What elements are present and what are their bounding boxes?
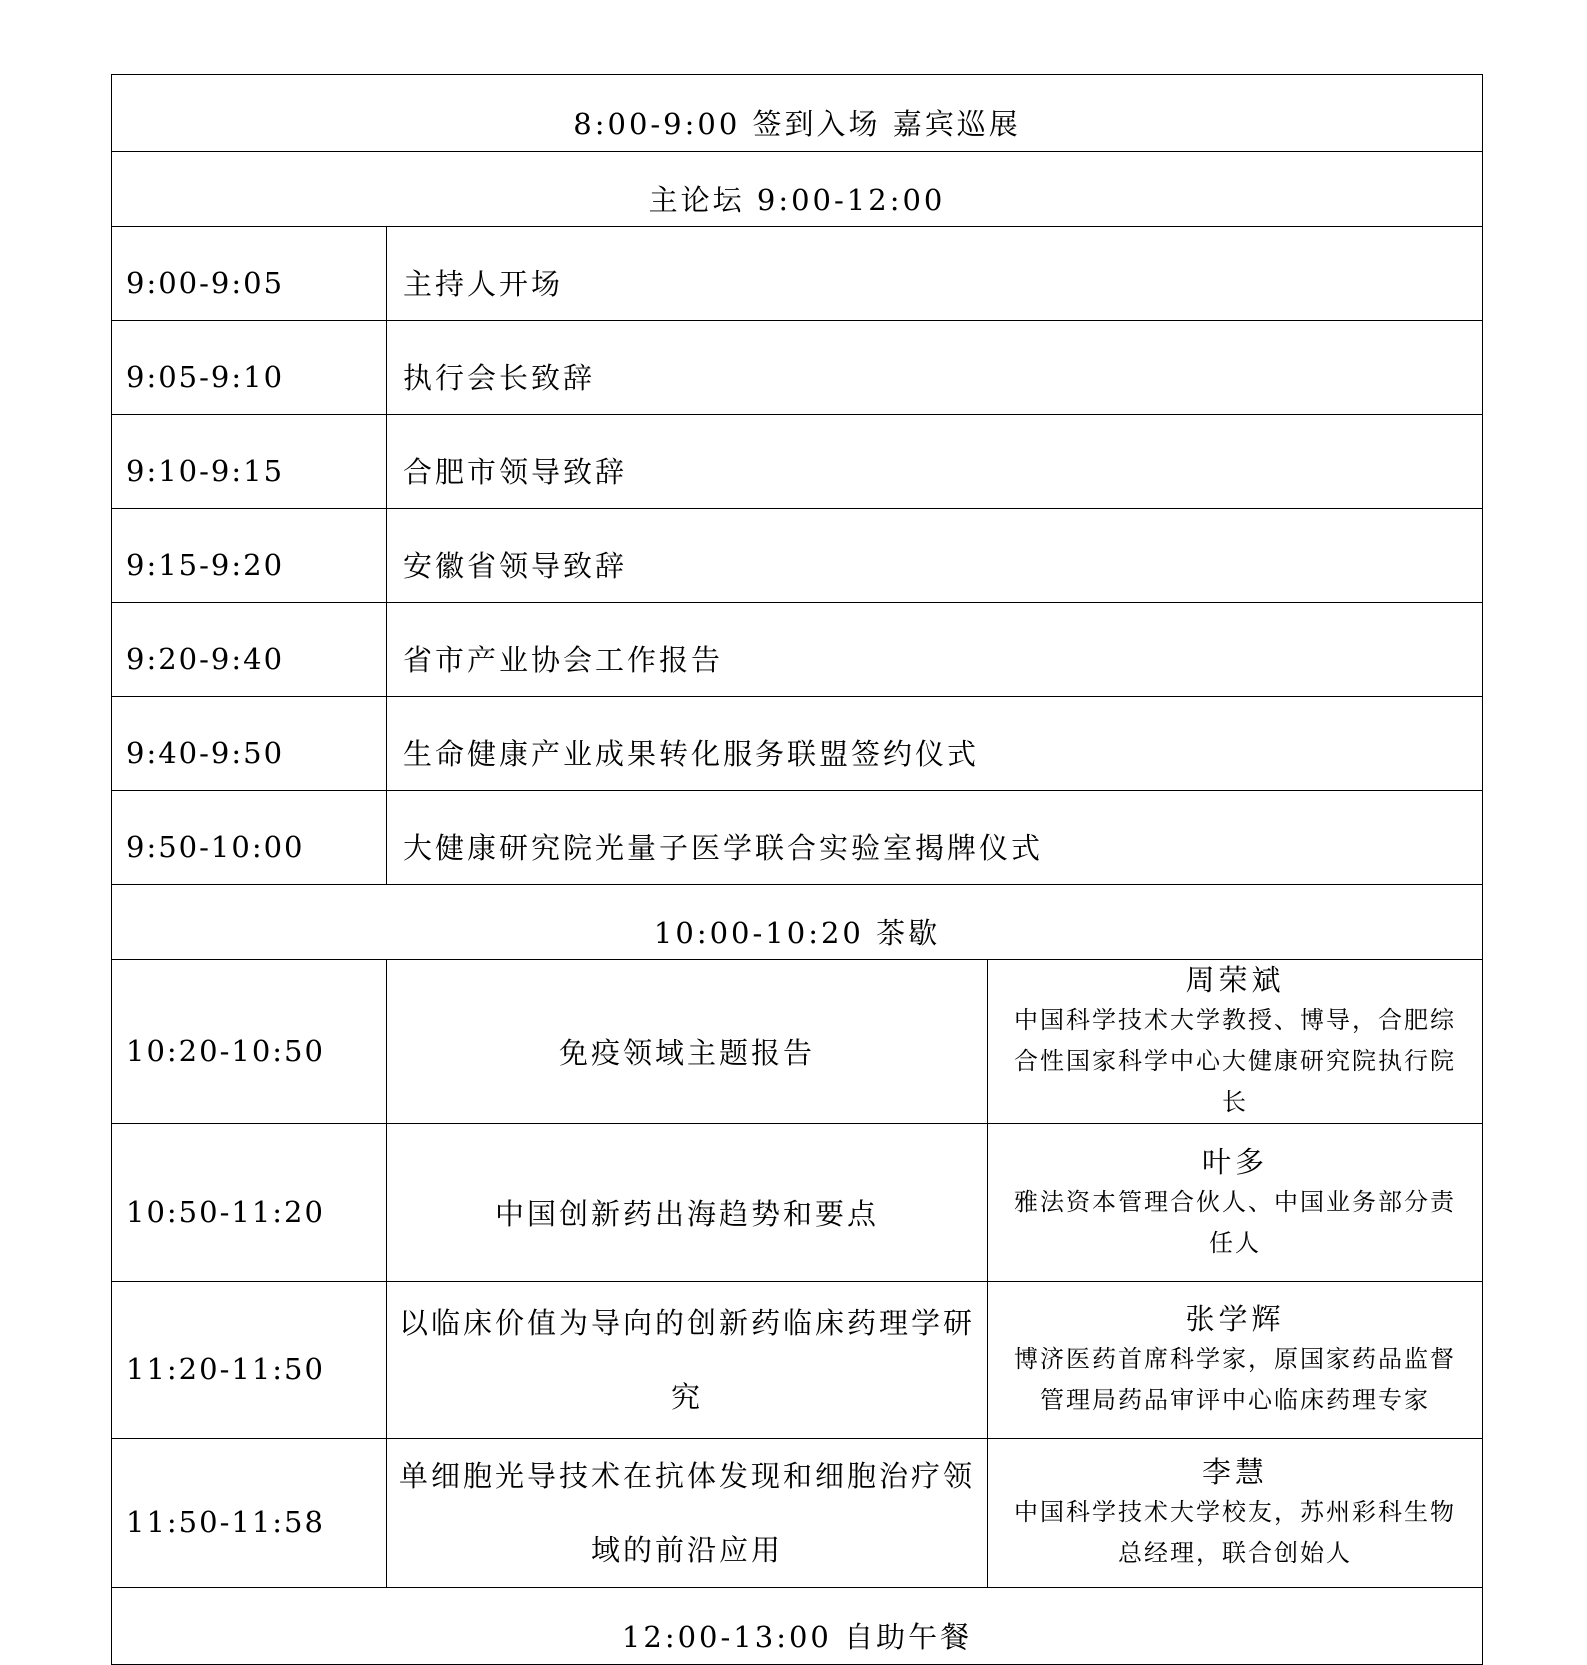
banner-row xyxy=(112,152,1483,227)
speaker-cell xyxy=(988,1282,1483,1439)
topic-cell: 中国创新药出海趋势和要点 xyxy=(387,1124,988,1282)
speaker-cell xyxy=(988,1124,1483,1282)
agenda-item-cell: 合肥市领导致辞 xyxy=(387,415,1483,509)
speaker-title: 中国科学技术大学教授、博导，合肥综合性国家科学中心大健康研究院执行院长 xyxy=(1014,1006,1457,1116)
tea-break-banner: 10:00-10:20 茶歇 xyxy=(112,885,1483,960)
table-row xyxy=(112,321,1483,415)
speaker-name: 周荣斌 xyxy=(1185,963,1285,997)
table-row xyxy=(112,509,1483,603)
agenda-item-cell: 主持人开场 xyxy=(387,227,1483,321)
agenda-table xyxy=(111,74,1483,1665)
speaker-name: 李慧 xyxy=(1202,1455,1269,1489)
speaker-cell xyxy=(988,1439,1483,1588)
time-cell: 9:20-9:40 xyxy=(112,603,387,697)
talk-row xyxy=(112,960,1483,1124)
talk-row xyxy=(112,1439,1483,1588)
time-cell: 9:10-9:15 xyxy=(112,415,387,509)
banner-row xyxy=(112,885,1483,960)
table-row xyxy=(112,415,1483,509)
table-row xyxy=(112,227,1483,321)
agenda-item-cell: 执行会长致辞 xyxy=(387,321,1483,415)
time-cell: 11:20-11:50 xyxy=(112,1282,387,1439)
lunch-banner: 12:00-13:00 自助午餐 xyxy=(112,1588,1483,1665)
talk-row xyxy=(112,1282,1483,1439)
speaker-title: 中国科学技术大学校友，苏州彩科生物总经理，联合创始人 xyxy=(1014,1498,1457,1567)
banner-row xyxy=(112,75,1483,152)
table-row xyxy=(112,697,1483,791)
time-cell: 9:15-9:20 xyxy=(112,509,387,603)
speaker-cell xyxy=(988,960,1483,1124)
topic-cell: 以临床价值为导向的创新药临床药理学研究 xyxy=(387,1282,988,1439)
time-cell: 9:40-9:50 xyxy=(112,697,387,791)
table-row xyxy=(112,791,1483,885)
time-cell: 9:50-10:00 xyxy=(112,791,387,885)
speaker-title: 博济医药首席科学家，原国家药品监督管理局药品审评中心临床药理专家 xyxy=(1014,1345,1457,1414)
time-cell: 10:50-11:20 xyxy=(112,1124,387,1282)
speaker-name: 张学辉 xyxy=(1185,1302,1285,1336)
time-cell: 9:05-9:10 xyxy=(112,321,387,415)
banner-row xyxy=(112,1588,1483,1665)
time-cell: 10:20-10:50 xyxy=(112,960,387,1124)
agenda-item-cell: 安徽省领导致辞 xyxy=(387,509,1483,603)
agenda-item-cell: 生命健康产业成果转化服务联盟签约仪式 xyxy=(387,697,1483,791)
talk-row xyxy=(112,1124,1483,1282)
table-row xyxy=(112,603,1483,697)
main-forum-banner: 主论坛 9:00-12:00 xyxy=(112,152,1483,227)
agenda-item-cell: 省市产业协会工作报告 xyxy=(387,603,1483,697)
speaker-name: 叶多 xyxy=(1202,1144,1269,1179)
speaker-title: 雅法资本管理合伙人、中国业务部分责任人 xyxy=(1014,1187,1457,1257)
topic-cell: 免疫领域主题报告 xyxy=(387,960,988,1124)
checkin-banner: 8:00-9:00 签到入场 嘉宾巡展 xyxy=(112,75,1483,152)
agenda-item-cell: 大健康研究院光量子医学联合实验室揭牌仪式 xyxy=(387,791,1483,885)
time-cell: 9:00-9:05 xyxy=(112,227,387,321)
time-cell: 11:50-11:58 xyxy=(112,1439,387,1588)
topic-cell: 单细胞光导技术在抗体发现和细胞治疗领域的前沿应用 xyxy=(387,1439,988,1588)
